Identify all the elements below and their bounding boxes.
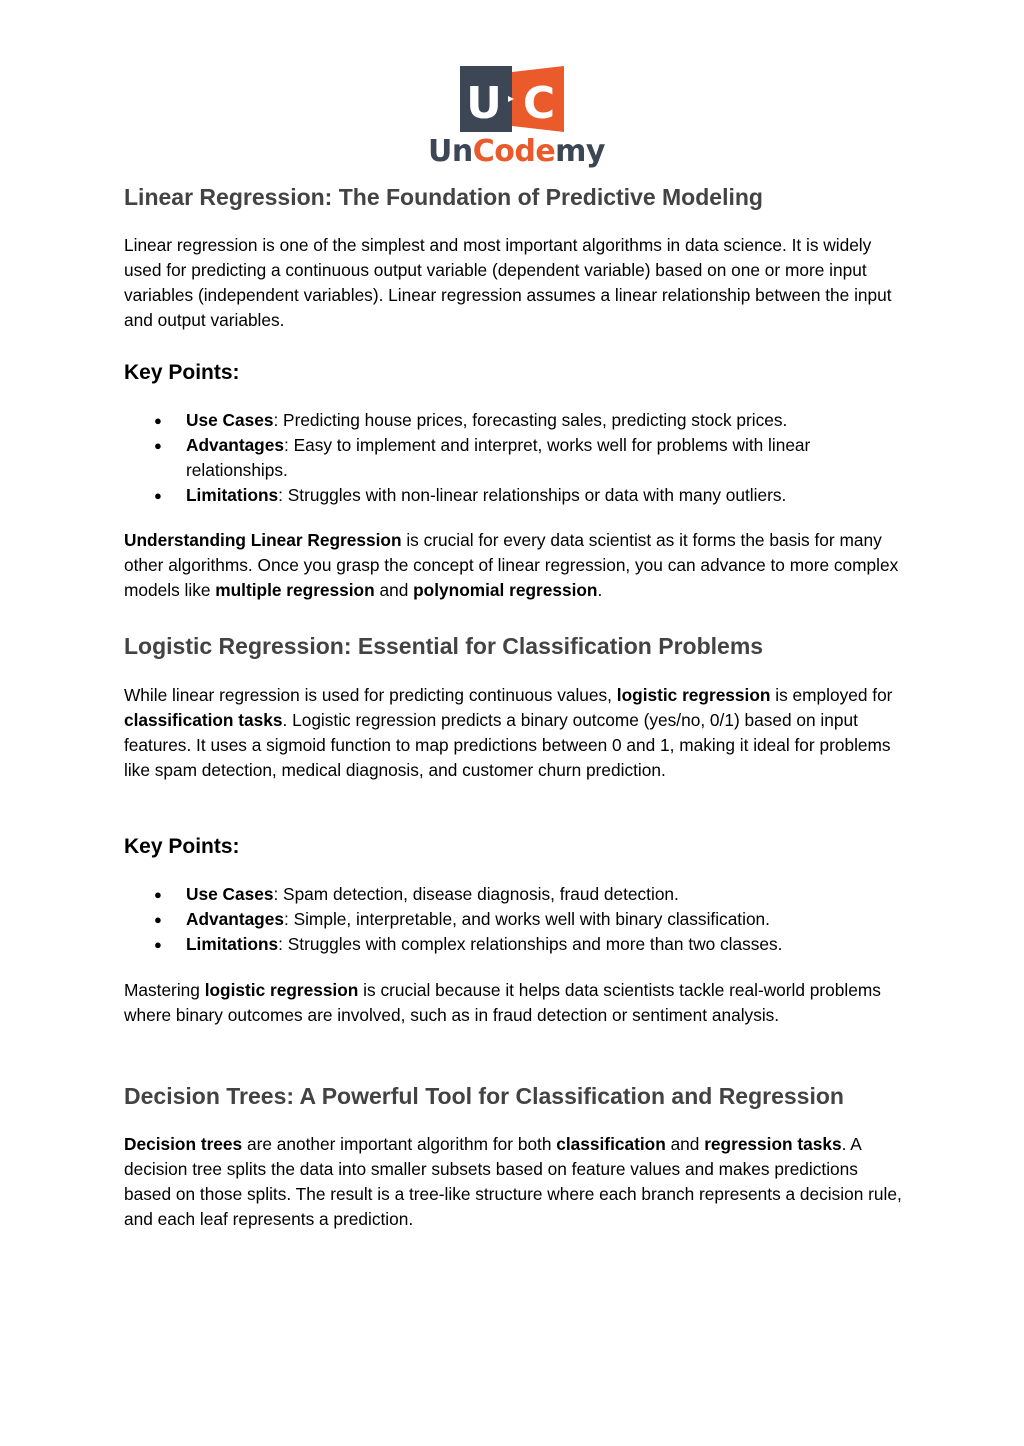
bold-text: classification — [556, 1134, 666, 1154]
list-item — [124, 882, 904, 907]
section-title-logistic-regression: Logistic Regression: Essential for Classification Problems — [124, 633, 764, 659]
uncodemy-logo — [428, 64, 605, 172]
bold-text: multiple regression — [215, 580, 375, 600]
body-text: is employed for — [770, 685, 893, 705]
section-title-decision-trees: Decision Trees: A Powerful Tool for Classification and Regression — [124, 1083, 844, 1109]
point-label: Limitations — [186, 934, 279, 954]
point-text: : Spam detection, disease diagnosis, fraud detection. — [273, 884, 679, 904]
section-title-linear-regression: Linear Regression: The Foundation of Predictive Modeling — [124, 184, 763, 210]
point-label: Use Cases — [186, 410, 274, 430]
bold-text: logistic regression — [616, 685, 771, 705]
body-text: Mastering — [124, 980, 205, 1000]
point-text: : Struggles with complex relationships and more than two classes. — [278, 934, 783, 954]
logo-wordmark — [428, 134, 605, 170]
list-item — [124, 433, 904, 483]
body-text: are another important algorithm for both — [242, 1134, 557, 1154]
key-points-heading-1: Key Points: — [124, 361, 240, 384]
key-points-list-2 — [124, 882, 904, 957]
logo-word-un: Un — [428, 134, 473, 169]
bullet-icon: ● — [154, 413, 162, 428]
bold-text: regression tasks — [704, 1134, 842, 1154]
logo-word-my: my — [555, 134, 605, 169]
body-text: is crucial for every data scientist as it forms the basis for many other algorithms. Once you grasp the concept of linear regression, you can advance to more complex models like — [124, 530, 899, 600]
bold-text: classification tasks — [124, 710, 283, 730]
point-label: Advantages — [186, 435, 284, 455]
point-text: : Easy to implement and interpret, works well for problems with linear relationships. — [186, 435, 811, 480]
bullet-icon: ● — [154, 438, 162, 453]
linear-regression-summary — [124, 528, 904, 603]
list-item — [124, 907, 904, 932]
body-text: and — [374, 580, 414, 600]
point-label: Limitations — [186, 485, 279, 505]
point-text: : Predicting house prices, forecasting sales, predicting stock prices. — [273, 410, 788, 430]
body-text: is crucial because it helps data scientists tackle real-world problems where binary outcomes are involved, such as in fraud detection or sentiment analysis. — [124, 980, 881, 1025]
point-text: : Struggles with non-linear relationships or data with many outliers. — [278, 485, 787, 505]
bold-text: polynomial regression — [413, 580, 598, 600]
bullet-icon: ● — [154, 887, 162, 902]
bullet-icon: ● — [154, 937, 162, 952]
uc-logo-mark — [460, 66, 564, 132]
bullet-icon: ● — [154, 488, 162, 503]
logo-letter-c: C — [522, 78, 556, 129]
bold-text: logistic regression — [204, 980, 359, 1000]
list-item — [124, 483, 904, 508]
body-text: . — [597, 580, 603, 600]
decision-trees-intro — [124, 1132, 904, 1232]
point-label: Advantages — [186, 909, 284, 929]
key-points-list-1 — [124, 408, 904, 508]
key-points-heading-2: Key Points: — [124, 835, 240, 858]
linear-regression-intro: Linear regression is one of the simplest and most important algorithms in data science. It is widely used for predicting a continuous output variable (dependent variable) based on one or more input variables (independent variables). Linear regression assumes a linear relationship between the input and output variables. — [124, 235, 892, 330]
body-text: . A decision tree splits the data into smaller subsets based on feature values and makes predictions based on those splits. The result is a tree-like structure where each branch represents a decision rule, and each leaf represents a prediction. — [124, 1134, 902, 1229]
bold-text: Understanding Linear Regression — [124, 530, 402, 550]
body-text: . Logistic regression predicts a binary outcome (yes/no, 0/1) based on input features. It uses a sigmoid function to map predictions between 0 and 1, making it ideal for problems like spam detection, medical diagnosis, and customer churn prediction. — [124, 710, 891, 780]
bold-text: Decision trees — [124, 1134, 243, 1154]
point-label: Use Cases — [186, 884, 274, 904]
list-item — [124, 408, 904, 433]
logo-word-code: Code — [472, 134, 556, 169]
bullet-icon: ● — [154, 912, 162, 927]
body-text: While linear regression is used for predicting continuous values, — [124, 685, 617, 705]
logistic-regression-summary — [124, 978, 904, 1028]
list-item — [124, 932, 904, 957]
point-text: : Simple, interpretable, and works well with binary classification. — [283, 909, 770, 929]
body-text: and — [665, 1134, 705, 1154]
logistic-regression-intro — [124, 683, 904, 783]
logo-letter-u: U — [466, 78, 502, 129]
